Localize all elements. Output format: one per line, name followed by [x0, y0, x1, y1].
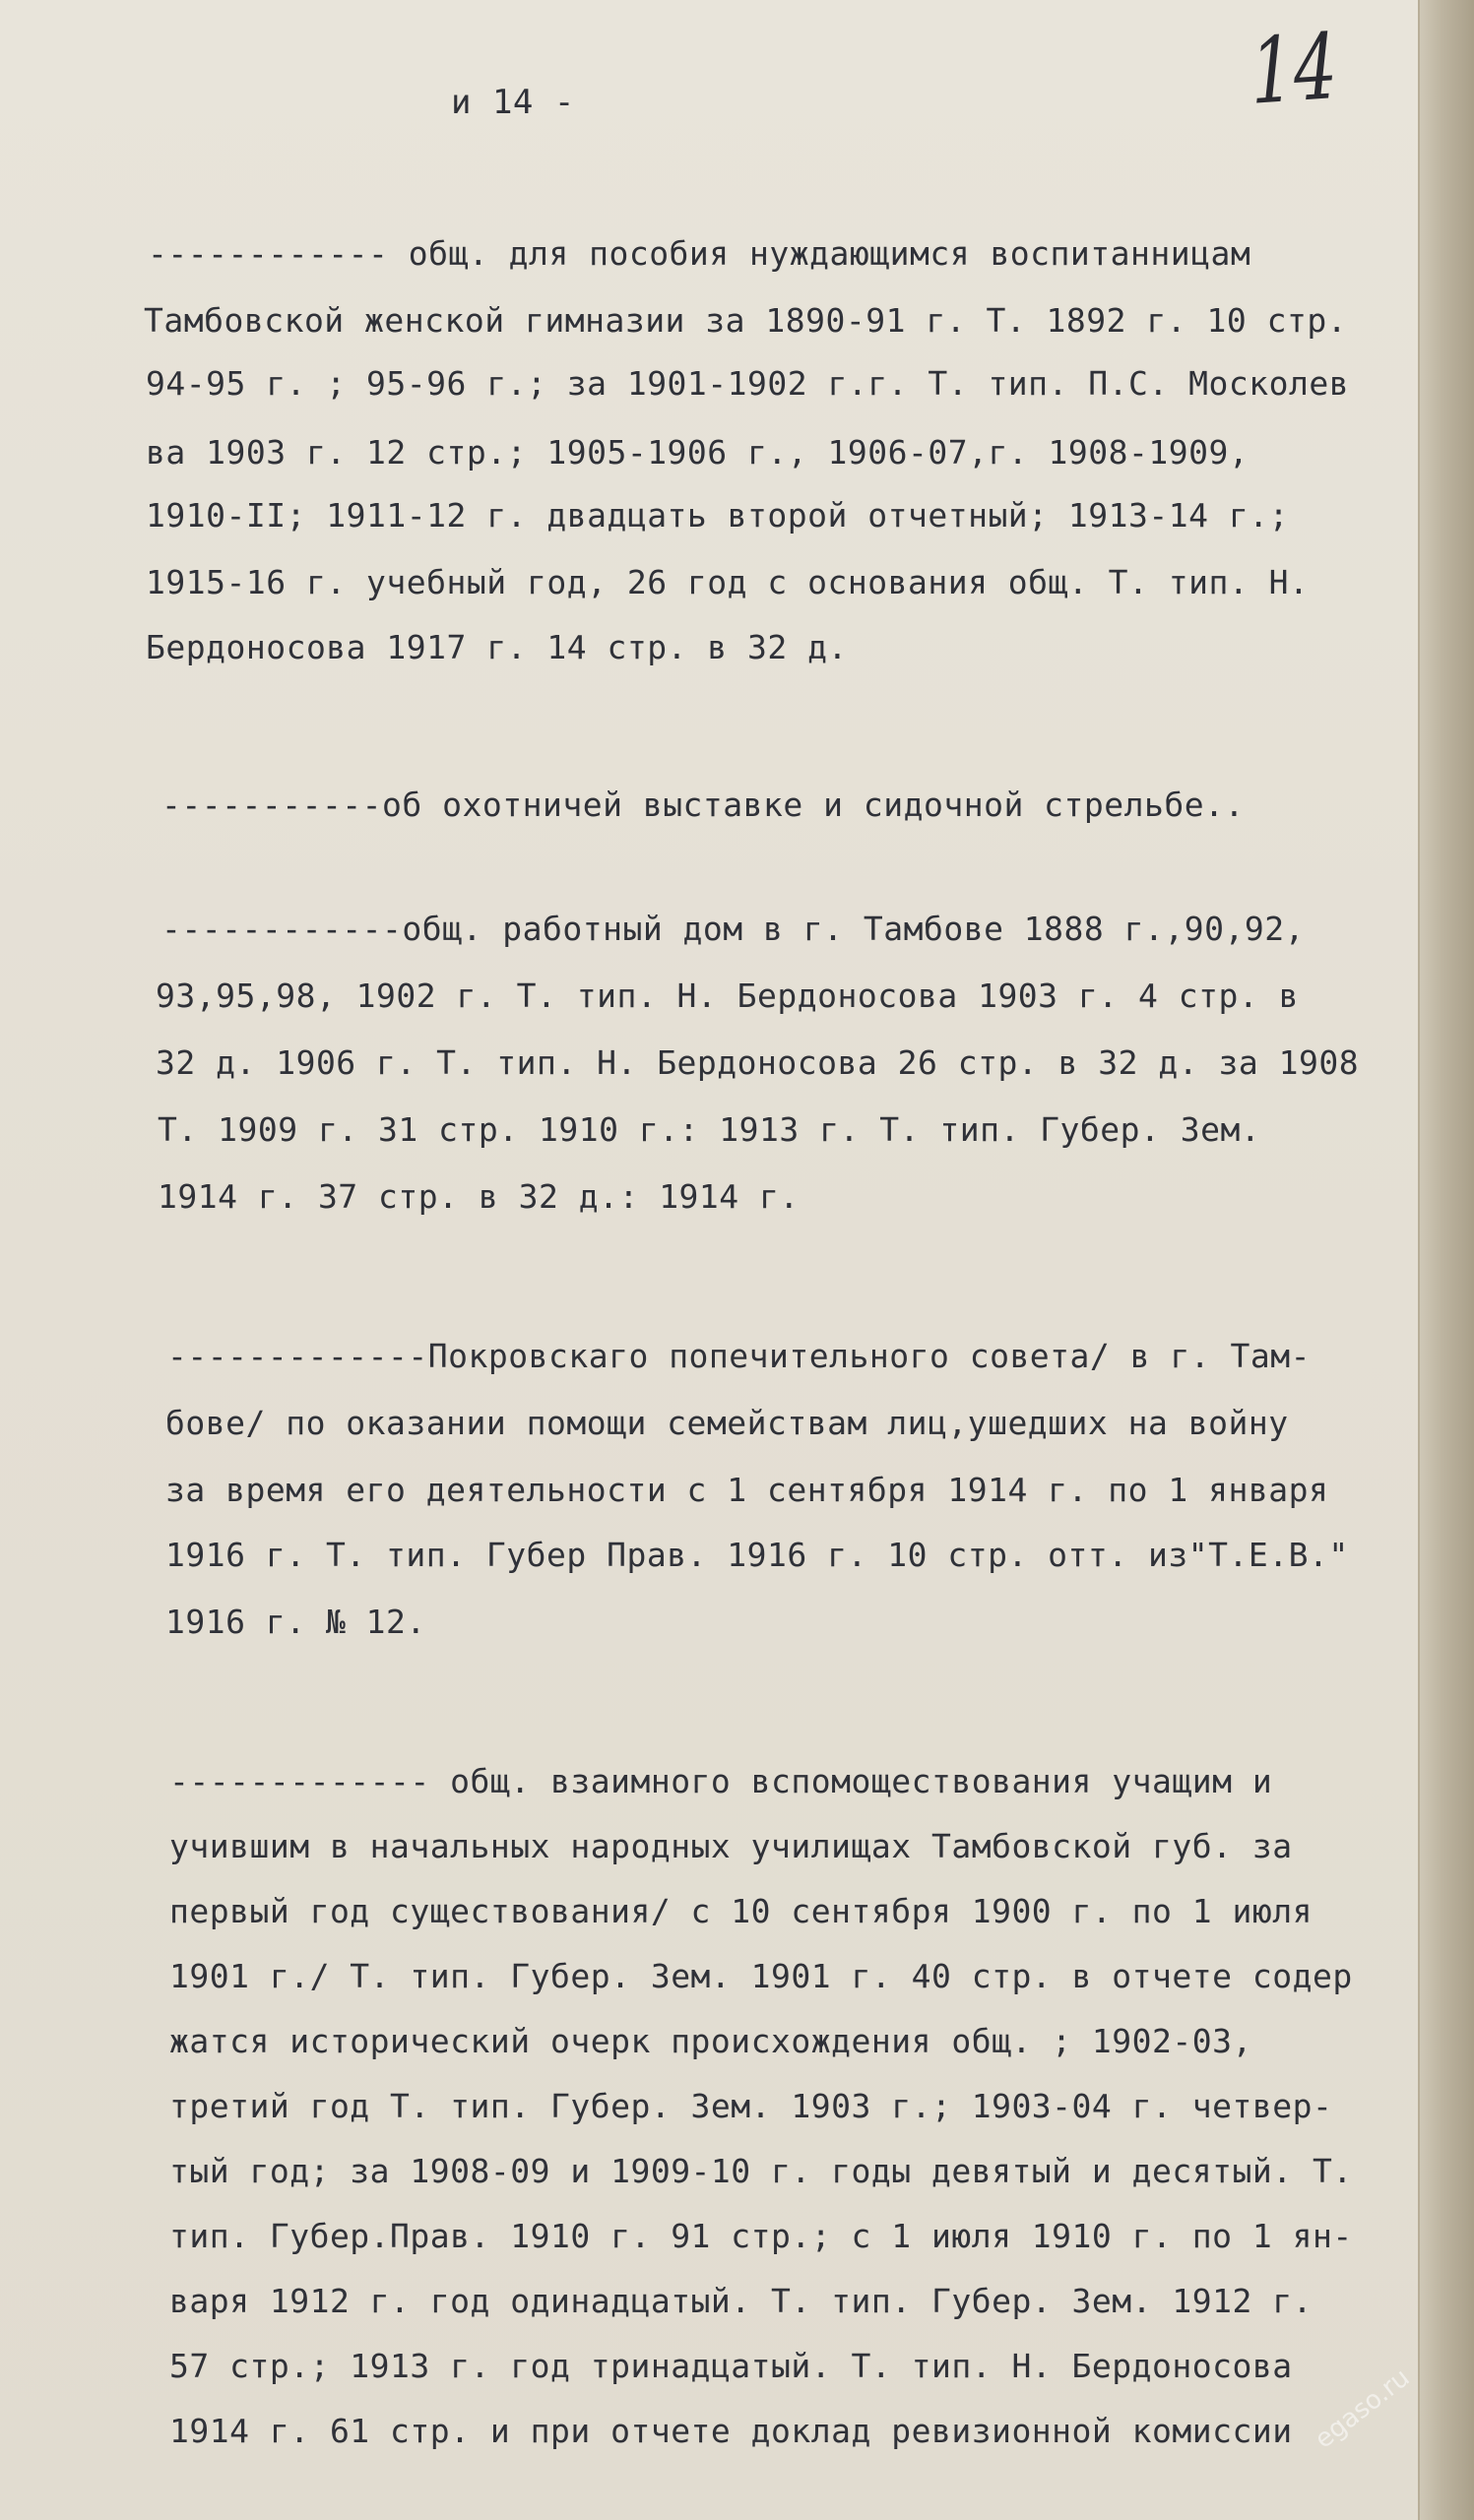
watermark-logo: egaso.ru [1310, 2362, 1416, 2455]
entry-3-line-5: 1914 г. 37 стр. в 32 д.: 1914 г. [158, 1177, 800, 1216]
entry-3-line-4: Т. 1909 г. 31 стр. 1910 г.: 1913 г. Т. тип. Губер. Зем. [158, 1110, 1261, 1149]
handwritten-folio-number: 14 [1249, 13, 1339, 125]
entry-3-line-3: 32 д. 1906 г. Т. тип. Н. Бердоносова 26 стр. в 32 д. за 1908 [156, 1043, 1360, 1082]
page-edge-binding [1418, 0, 1474, 2520]
entry-4-line-5: 1916 г. № 12. [165, 1603, 426, 1641]
entry-4-line-2: бове/ по оказании помощи семействам лиц,ушедших на войну [165, 1404, 1289, 1442]
entry-5-line-11: 1914 г. 61 стр. и при отчете доклад ревизионной комиссии [169, 2412, 1293, 2450]
entry-4-line-3: за время его деятельности с 1 сентября 1914 г. по 1 января [165, 1471, 1329, 1509]
entry-1-line-4: ва 1903 г. 12 стр.; 1905-1906 г., 1906-07,г. 1908-1909, [146, 433, 1250, 472]
entry-5-line-8: тип. Губер.Прав. 1910 г. 91 стр.; с 1 июля 1910 г. по 1 ян- [169, 2217, 1353, 2255]
entry-2-line-1: -----------об охотничей выставке и сидочной стрельбе.. [161, 786, 1245, 824]
entry-5-line-2: учившим в начальных народных училищах Тамбовской губ. за [169, 1827, 1293, 1865]
entry-5-line-7: тый год; за 1908-09 и 1909-10 г. годы девятый и десятый. Т. [169, 2152, 1353, 2190]
entry-5-line-3: первый год существования/ с 10 сентября 1900 г. по 1 июля [169, 1892, 1313, 1930]
entry-3-line-2: 93,95,98, 1902 г. Т. тип. Н. Бердоносова 1903 г. 4 стр. в [156, 976, 1299, 1015]
entry-5-line-1: ------------- общ. взаимного вспомоществования учащим и [169, 1762, 1273, 1800]
entry-4-line-4: 1916 г. Т. тип. Губер Прав. 1916 г. 10 стр. отт. из"Т.Е.В." [165, 1536, 1349, 1574]
entry-1-line-2: Тамбовской женской гимназии за 1890-91 г. Т. 1892 г. 10 стр. [144, 301, 1348, 340]
entry-5-line-9: варя 1912 г. год одинадцатый. Т. тип. Губер. Зем. 1912 г. [169, 2282, 1313, 2320]
entry-3-line-1: ------------общ. работный дом в г. Тамбове 1888 г.,90,92, [161, 910, 1305, 948]
entry-5-line-5: жатся исторический очерк происхождения общ. ; 1902-03, [169, 2022, 1252, 2060]
entry-1-line-1: ------------ общ. для пособия нуждающимся воспитанницам [148, 234, 1251, 273]
entry-1-line-6: 1915-16 г. учебный год, 26 год с основания общ. Т. тип. Н. [146, 563, 1310, 601]
entry-1-line-7: Бердоносова 1917 г. 14 стр. в 32 д. [146, 628, 848, 666]
entry-5-line-4: 1901 г./ Т. тип. Губер. Зем. 1901 г. 40 стр. в отчете содер [169, 1957, 1353, 1995]
page-header: и 14 - [451, 83, 575, 122]
entry-5-line-10: 57 стр.; 1913 г. год тринадцатый. Т. тип. Н. Бердоносова [169, 2347, 1293, 2385]
entry-5-line-6: третий год Т. тип. Губер. Зем. 1903 г.; 1903-04 г. четвер- [169, 2087, 1333, 2125]
entry-4-line-1: -------------Покровскаго попечительного совета/ в г. Там- [167, 1337, 1311, 1375]
entry-1-line-3: 94-95 г. ; 95-96 г.; за 1901-1902 г.г. Т. тип. П.С. Москолев [146, 364, 1350, 403]
entry-1-line-5: 1910-II; 1911-12 г. двадцать второй отчетный; 1913-14 г.; [146, 496, 1289, 535]
